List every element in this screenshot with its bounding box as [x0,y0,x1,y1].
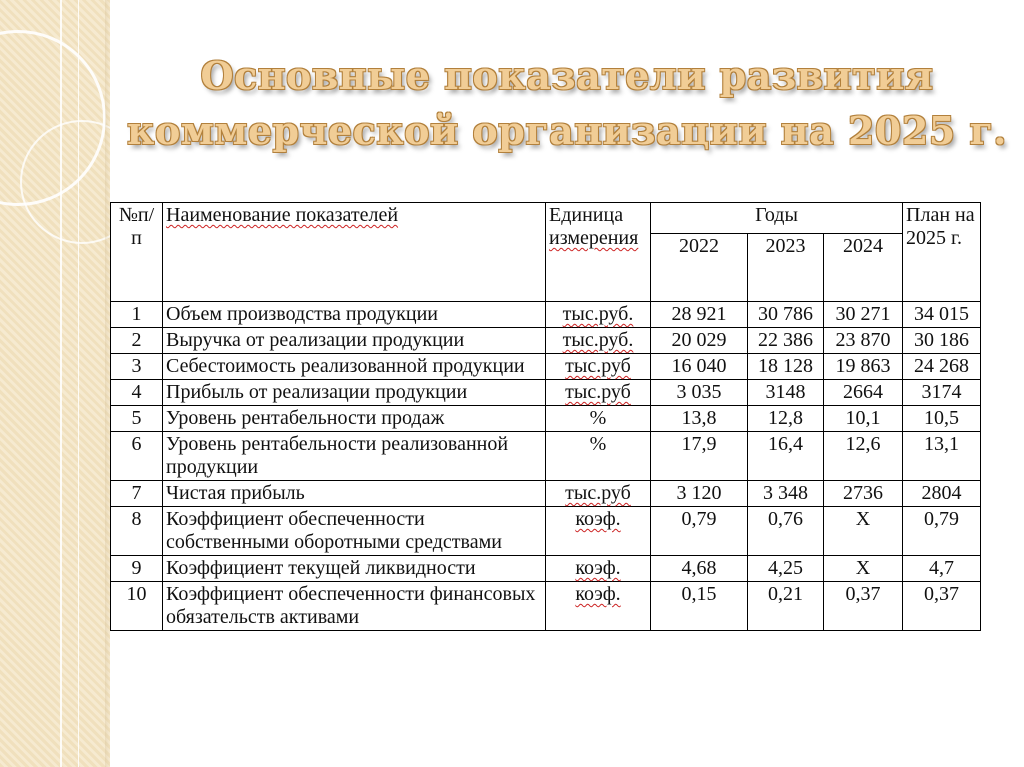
row-unit: коэф. [546,556,651,582]
row-value-2024: 23 870 [824,328,903,354]
row-indicator-name: Коэффициент обеспеченности собственными оборотными средствами [163,507,546,556]
header-unit: Единица измерения [546,203,651,302]
row-number: 10 [111,582,163,631]
row-value-2023: 3 348 [748,481,824,507]
row-value-2023: 18 128 [748,354,824,380]
decorative-sidebar [0,0,110,767]
row-number: 3 [111,354,163,380]
row-unit: тыс.руб [546,354,651,380]
row-value-2024: 19 863 [824,354,903,380]
row-value-2023: 30 786 [748,302,824,328]
row-value-plan-2025: 4,7 [903,556,981,582]
slide-title [110,48,1024,158]
indicators-table [110,202,981,631]
row-value-2022: 17,9 [651,432,748,481]
row-value-plan-2025: 0,37 [903,582,981,631]
row-unit: коэф. [546,507,651,556]
table-row [111,481,981,507]
row-value-2022: 0,15 [651,582,748,631]
header-year-2024: 2024 [824,234,903,302]
row-unit: тыс.руб. [546,328,651,354]
row-indicator-name: Уровень рентабельности реализованной продукции [163,432,546,481]
header-number: №п/п [111,203,163,302]
table-row [111,302,981,328]
row-number: 6 [111,432,163,481]
row-number: 9 [111,556,163,582]
row-value-2024: 2664 [824,380,903,406]
decorative-line [78,0,79,767]
row-value-2023: 0,76 [748,507,824,556]
table-row [111,556,981,582]
row-value-plan-2025: 34 015 [903,302,981,328]
row-indicator-name: Коэффициент обеспеченности финансовых обязательств активами [163,582,546,631]
slide-title-line-1: Основные показатели развития [200,53,934,98]
row-value-2022: 13,8 [651,406,748,432]
row-value-2024: 0,37 [824,582,903,631]
row-indicator-name: Уровень рентабельности продаж [163,406,546,432]
row-value-2022: 3 120 [651,481,748,507]
row-indicator-name: Чистая прибыль [163,481,546,507]
row-unit: тыс.руб [546,481,651,507]
row-number: 4 [111,380,163,406]
slide-title-line-2: коммерческой организации на 2025 г. [127,108,1007,153]
table-row [111,432,981,481]
row-value-2024: 12,6 [824,432,903,481]
table-row [111,380,981,406]
row-value-2023: 22 386 [748,328,824,354]
row-value-2023: 16,4 [748,432,824,481]
row-value-plan-2025: 24 268 [903,354,981,380]
row-value-2022: 16 040 [651,354,748,380]
row-value-2024: Х [824,507,903,556]
row-value-2022: 20 029 [651,328,748,354]
table-row [111,582,981,631]
row-value-2023: 12,8 [748,406,824,432]
row-number: 7 [111,481,163,507]
row-value-plan-2025: 13,1 [903,432,981,481]
row-value-2023: 4,25 [748,556,824,582]
row-value-2024: Х [824,556,903,582]
row-unit: % [546,406,651,432]
row-unit: тыс.руб. [546,302,651,328]
row-value-plan-2025: 3174 [903,380,981,406]
row-indicator-name: Выручка от реализации продукции [163,328,546,354]
row-number: 8 [111,507,163,556]
row-unit: тыс.руб [546,380,651,406]
row-value-2022: 28 921 [651,302,748,328]
row-indicator-name: Себестоимость реализованной продукции [163,354,546,380]
row-value-2023: 3148 [748,380,824,406]
header-year-2022: 2022 [651,234,748,302]
table-header-row [111,203,981,234]
header-indicator-name: Наименование показателей [163,203,546,302]
row-value-2024: 10,1 [824,406,903,432]
row-value-plan-2025: 2804 [903,481,981,507]
row-value-2023: 0,21 [748,582,824,631]
row-unit: коэф. [546,582,651,631]
header-plan: План на 2025 г. [903,203,981,302]
row-value-2024: 2736 [824,481,903,507]
table-row [111,354,981,380]
decorative-line [60,0,62,767]
row-value-plan-2025: 0,79 [903,507,981,556]
row-value-2022: 0,79 [651,507,748,556]
row-indicator-name: Коэффициент текущей ликвидности [163,556,546,582]
row-number: 5 [111,406,163,432]
row-unit: % [546,432,651,481]
table-row [111,406,981,432]
header-year-2023: 2023 [748,234,824,302]
table-row [111,328,981,354]
row-value-2024: 30 271 [824,302,903,328]
row-number: 2 [111,328,163,354]
row-value-2022: 4,68 [651,556,748,582]
row-indicator-name: Прибыль от реализации продукции [163,380,546,406]
header-years: Годы [651,203,903,234]
row-value-plan-2025: 10,5 [903,406,981,432]
row-indicator-name: Объем производства продукции [163,302,546,328]
row-value-2022: 3 035 [651,380,748,406]
table-row [111,507,981,556]
row-value-plan-2025: 30 186 [903,328,981,354]
row-number: 1 [111,302,163,328]
